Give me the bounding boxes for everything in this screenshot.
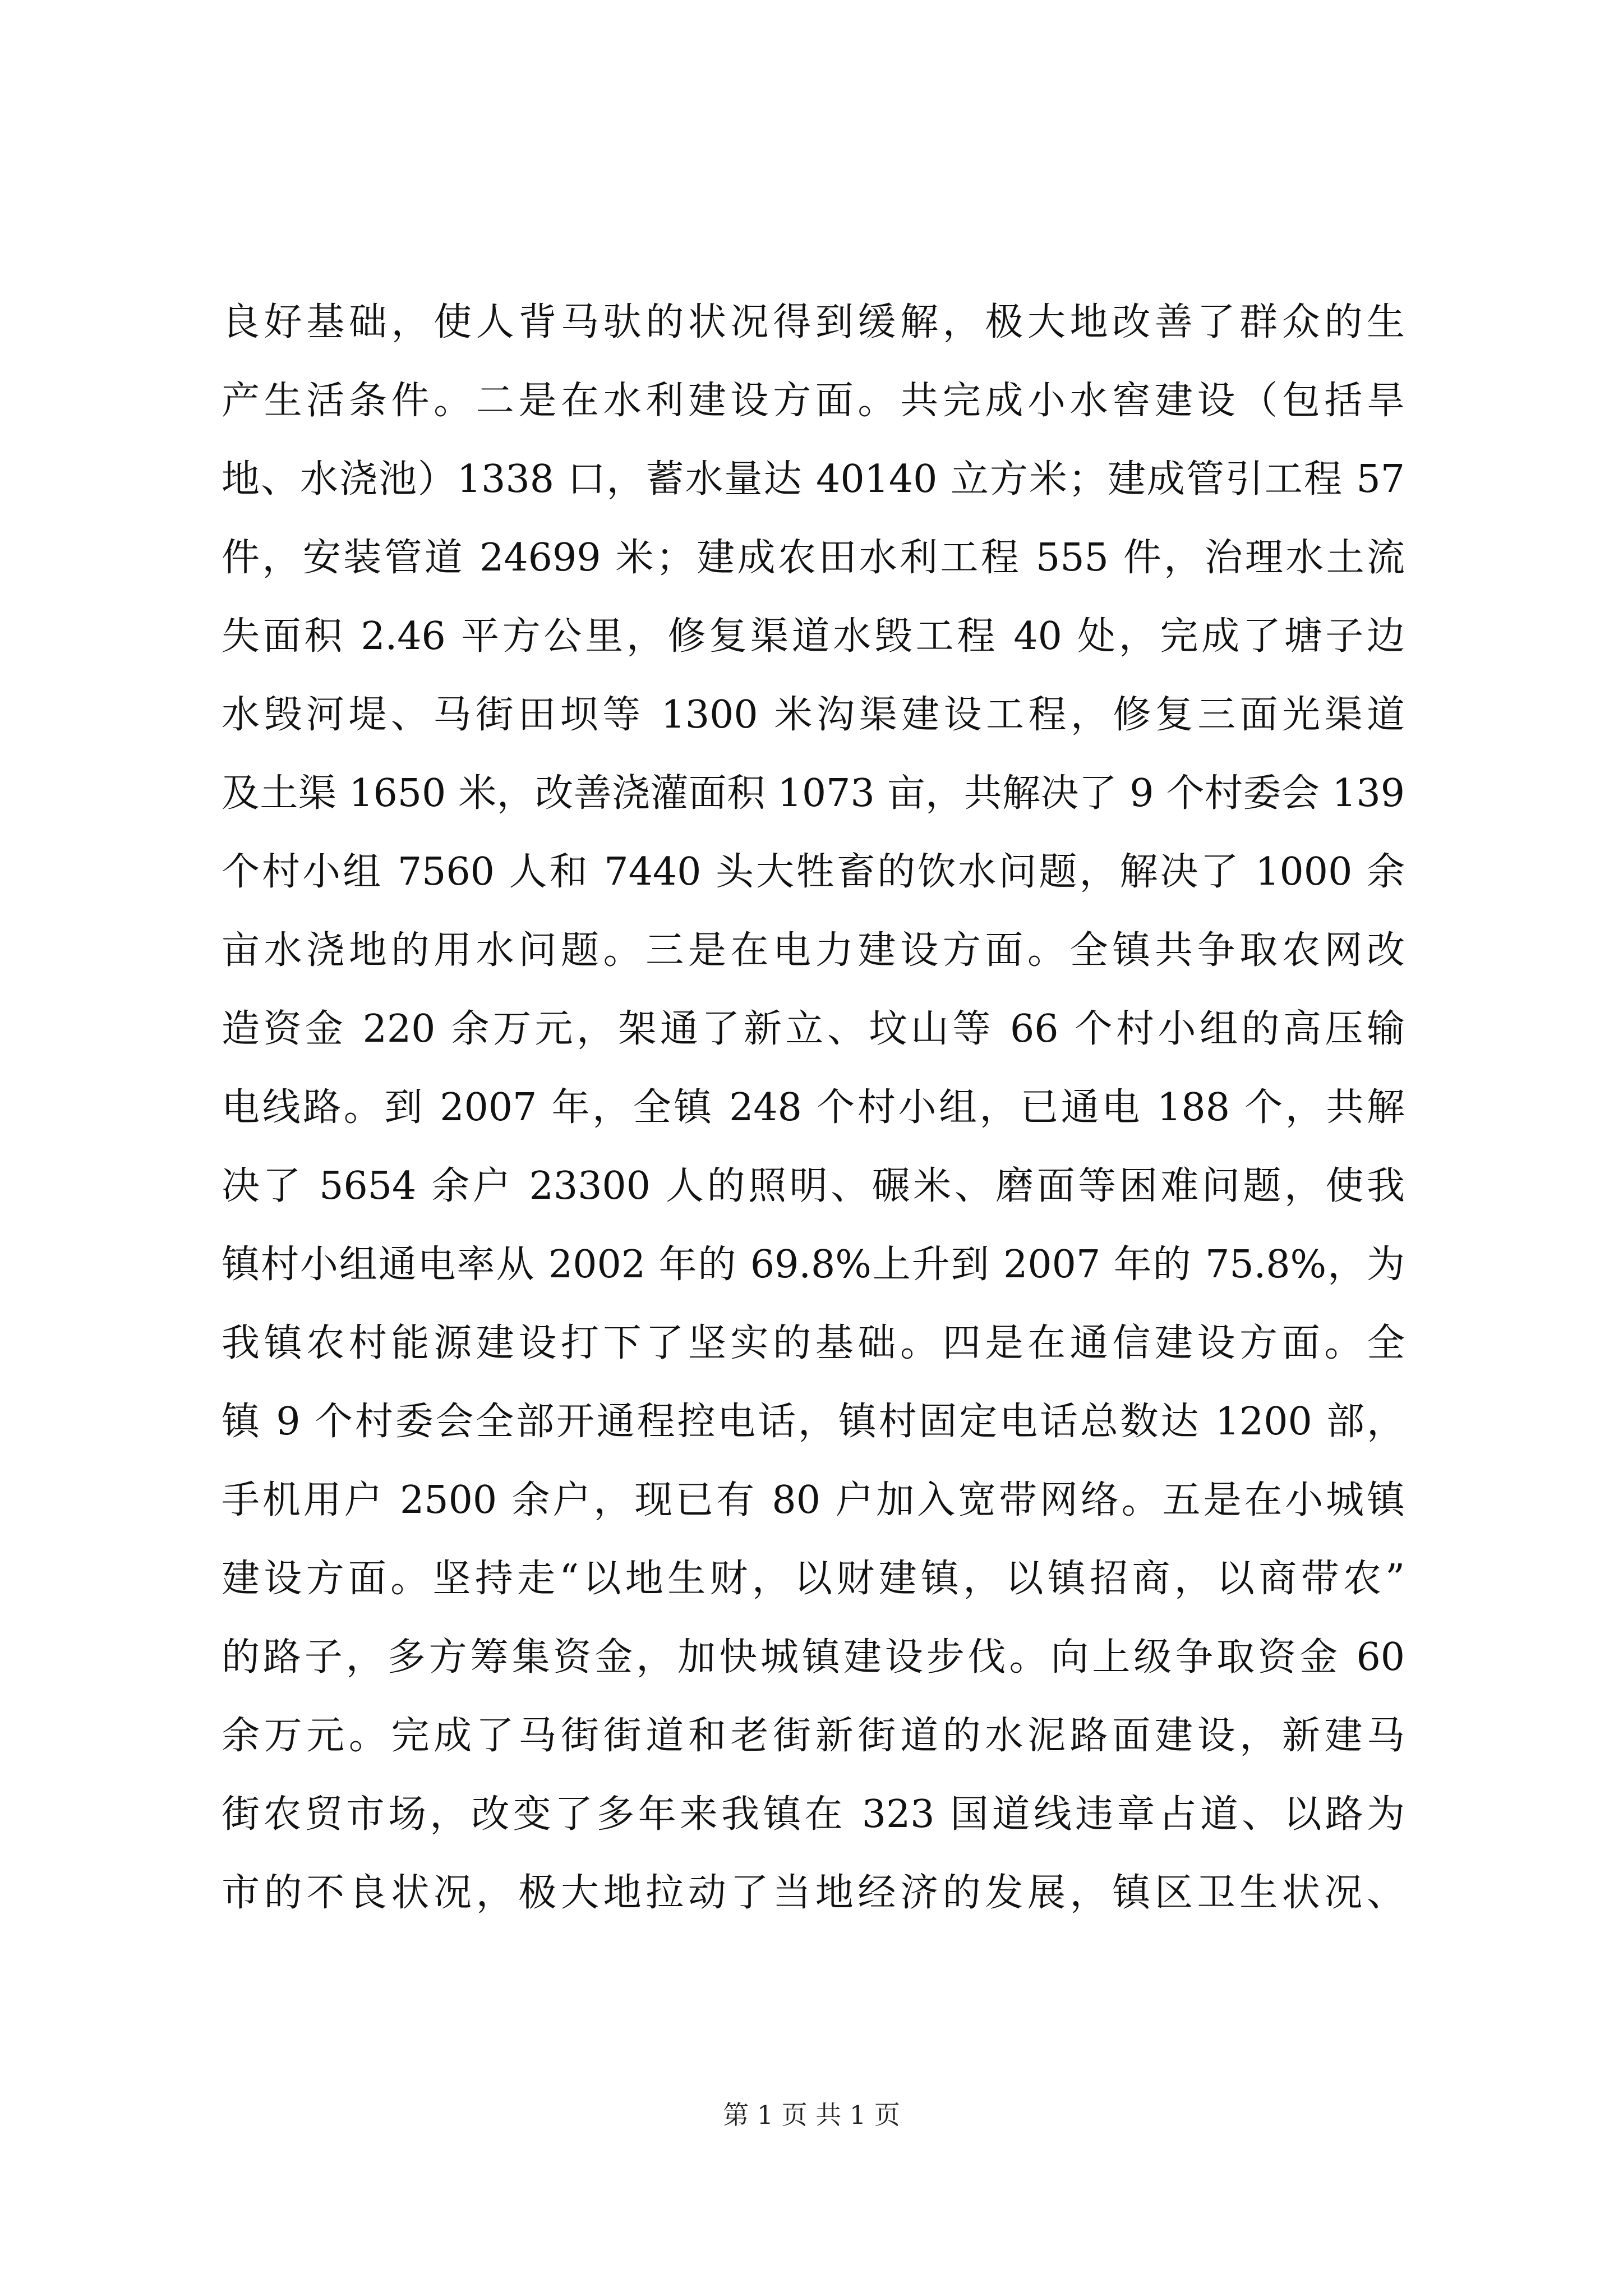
text-line-13: 镇村小组通电率从 2002 年的 69.8%上升到 2007 年的 75.8%，为 (222, 1243, 1405, 1287)
text-line-20: 街农贸市场，改变了多年来我镇在 323 国道线违章占道、以路为 (222, 1792, 1405, 1837)
text-line-16: 手机用户 2500 余户，现已有 80 户加入宽带网络。五是在小城镇 (222, 1478, 1405, 1522)
text-line-8: 个村小组 7560 人和 7440 头大牲畜的饮水问题，解决了 1000 余 (222, 850, 1405, 894)
text-line-6: 水毁河堤、马街田坝等 1300 米沟渠建设工程，修复三面光渠道 (222, 693, 1405, 737)
text-line-4: 件，安装管道 24699 米；建成农田水利工程 555 件，治理水土流 (222, 536, 1405, 580)
body-text (222, 283, 1405, 1932)
text-line-18: 的路子，多方筹集资金，加快城镇建设步伐。向上级争取资金 60 (222, 1635, 1405, 1680)
text-line-12: 决了 5654 余户 23300 人的照明、碾米、磨面等困难问题，使我 (222, 1164, 1405, 1208)
text-line-11: 电线路。到 2007 年，全镇 248 个村小组，已通电 188 个，共解 (222, 1085, 1405, 1130)
text-line-5: 失面积 2.46 平方公里，修复渠道水毁工程 40 处，完成了塘子边 (222, 614, 1405, 659)
text-line-10: 造资金 220 余万元，架通了新立、坟山等 66 个村小组的高压输 (222, 1007, 1405, 1051)
text-line-19: 余万元。完成了马街街道和老街新街道的水泥路面建设，新建马 (222, 1714, 1405, 1758)
text-line-2: 产生活条件。二是在水利建设方面。共完成小水窖建设（包括旱 (222, 379, 1405, 423)
text-line-9: 亩水浇地的用水问题。三是在电力建设方面。全镇共争取农网改 (222, 928, 1405, 973)
page-number-footer: 第 1 页 共 1 页 (723, 2100, 900, 2130)
text-line-15: 镇 9 个村委会全部开通程控电话，镇村固定电话总数达 1200 部， (222, 1400, 1405, 1444)
text-line-21: 市的不良状况，极大地拉动了当地经济的发展，镇区卫生状况、 (222, 1871, 1405, 1915)
text-line-7: 及土渠 1650 米，改善浇灌面积 1073 亩，共解决了 9 个村委会 139 (222, 771, 1405, 816)
text-line-3: 地、水浇池）1338 口，蓄水量达 40140 立方米；建成管引工程 57 (222, 457, 1405, 501)
text-line-17: 建设方面。坚持走“以地生财，以财建镇，以镇招商，以商带农” (222, 1557, 1405, 1601)
text-line-14: 我镇农村能源建设打下了坚实的基础。四是在通信建设方面。全 (222, 1321, 1405, 1365)
text-line-1: 良好基础，使人背马驮的状况得到缓解，极大地改善了群众的生 (222, 300, 1405, 344)
